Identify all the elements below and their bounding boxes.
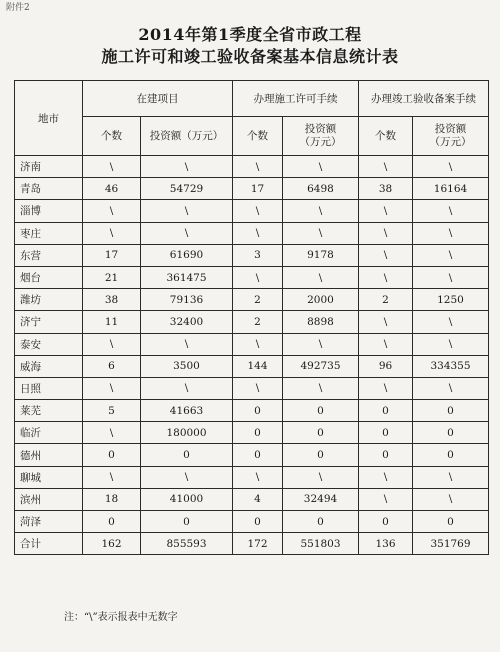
value-cell: 0 [233,444,283,466]
value-cell: 79136 [141,289,233,311]
footnote: 注：“\”表示报表中无数字 [64,612,178,623]
value-cell: 0 [359,444,413,466]
city-cell: 潍坊 [15,289,83,311]
value-cell: 17 [233,178,283,200]
value-cell: \ [413,466,489,488]
value-cell: 0 [283,400,359,422]
value-cell: 144 [233,355,283,377]
city-cell: 枣庄 [15,222,83,244]
value-cell: \ [283,466,359,488]
table-row [15,244,489,266]
value-cell: 3 [233,244,283,266]
city-cell: 莱芜 [15,400,83,422]
value-cell: \ [413,333,489,355]
city-cell: 泰安 [15,333,83,355]
value-cell: \ [413,156,489,178]
city-cell: 烟台 [15,266,83,288]
value-cell: \ [413,222,489,244]
table-row [15,400,489,422]
value-cell: 180000 [141,422,233,444]
table-row [15,289,489,311]
value-cell: 11 [83,311,141,333]
table-row [15,488,489,510]
value-cell: 351769 [413,533,489,555]
value-cell: 0 [233,511,283,533]
value-cell: 18 [83,488,141,510]
value-cell: 32494 [283,488,359,510]
city-cell: 合计 [15,533,83,555]
value-cell: 0 [359,511,413,533]
table-row [15,422,489,444]
value-cell: 38 [83,289,141,311]
table-row [15,200,489,222]
value-cell: \ [141,377,233,399]
value-cell: \ [283,156,359,178]
header-group-completion: 办理竣工验收备案手续 [359,81,489,117]
value-cell: 96 [359,355,413,377]
value-cell: \ [233,266,283,288]
value-cell: \ [413,244,489,266]
table-row [15,444,489,466]
value-cell: 54729 [141,178,233,200]
value-cell: 3500 [141,355,233,377]
value-cell: 21 [83,266,141,288]
table-row [15,266,489,288]
value-cell: \ [359,466,413,488]
value-cell: 0 [413,444,489,466]
value-cell: \ [83,156,141,178]
value-cell: \ [141,156,233,178]
value-cell: 9178 [283,244,359,266]
value-cell: 8898 [283,311,359,333]
table-row [15,466,489,488]
value-cell: \ [359,266,413,288]
value-cell: \ [359,222,413,244]
value-cell: \ [413,266,489,288]
city-cell: 滨州 [15,488,83,510]
value-cell: 0 [359,400,413,422]
city-cell: 聊城 [15,466,83,488]
value-cell: 361475 [141,266,233,288]
table-row [15,156,489,178]
value-cell: 16164 [413,178,489,200]
value-cell: \ [233,333,283,355]
city-cell: 淄博 [15,200,83,222]
header-group-permit: 办理施工许可手续 [233,81,359,117]
value-cell: \ [359,156,413,178]
value-cell: 6 [83,355,141,377]
value-cell: 2000 [283,289,359,311]
value-cell: 17 [83,244,141,266]
header-investment: 投资额 （万元） [413,117,489,156]
city-cell: 菏泽 [15,511,83,533]
table-row [15,511,489,533]
value-cell: 334355 [413,355,489,377]
city-cell: 日照 [15,377,83,399]
value-cell: \ [233,222,283,244]
value-cell: 0 [283,511,359,533]
value-cell: 0 [83,511,141,533]
value-cell: 551803 [283,533,359,555]
value-cell: \ [359,333,413,355]
city-cell: 济宁 [15,311,83,333]
value-cell: 855593 [141,533,233,555]
value-cell: 0 [283,444,359,466]
city-cell: 威海 [15,355,83,377]
value-cell: 136 [359,533,413,555]
value-cell: 6498 [283,178,359,200]
page-title-line1: 2014年第1季度全省市政工程 [138,25,362,44]
header-investment: 投资额（万元） [141,117,233,156]
value-cell: 5 [83,400,141,422]
value-cell: 2 [359,289,413,311]
value-cell: \ [141,333,233,355]
value-cell: 61690 [141,244,233,266]
value-cell: \ [233,466,283,488]
value-cell: 0 [413,400,489,422]
statistics-table [14,80,489,555]
value-cell: \ [283,266,359,288]
value-cell: 172 [233,533,283,555]
value-cell: \ [359,377,413,399]
city-cell: 济南 [15,156,83,178]
header-count: 个数 [83,117,141,156]
header-count: 个数 [359,117,413,156]
value-cell: \ [413,311,489,333]
value-cell: 38 [359,178,413,200]
value-cell: \ [359,488,413,510]
value-cell: 0 [359,422,413,444]
value-cell: \ [141,466,233,488]
table-row [15,178,489,200]
value-cell: \ [283,377,359,399]
value-cell: 41000 [141,488,233,510]
value-cell: 162 [83,533,141,555]
table-row [15,377,489,399]
value-cell: 0 [283,422,359,444]
value-cell: 0 [83,444,141,466]
value-cell: \ [283,200,359,222]
table-row [15,311,489,333]
value-cell: 1250 [413,289,489,311]
value-cell: \ [233,200,283,222]
value-cell: \ [413,200,489,222]
attachment-label: 附件2 [6,3,30,13]
value-cell: 2 [233,311,283,333]
value-cell: 0 [413,511,489,533]
city-cell: 东营 [15,244,83,266]
value-cell: 41663 [141,400,233,422]
value-cell: 4 [233,488,283,510]
table-row [15,533,489,555]
value-cell: \ [233,156,283,178]
value-cell: \ [283,333,359,355]
value-cell: \ [283,222,359,244]
header-investment: 投资额 （万元） [283,117,359,156]
table-row [15,333,489,355]
table-row [15,222,489,244]
value-cell: 0 [233,422,283,444]
value-cell: \ [359,200,413,222]
value-cell: 0 [141,511,233,533]
value-cell: \ [359,244,413,266]
city-cell: 德州 [15,444,83,466]
value-cell: \ [359,311,413,333]
value-cell: \ [83,222,141,244]
value-cell: \ [83,333,141,355]
value-cell: 32400 [141,311,233,333]
city-cell: 临沂 [15,422,83,444]
value-cell: \ [83,377,141,399]
header-count: 个数 [233,117,283,156]
value-cell: \ [83,466,141,488]
table-row [15,355,489,377]
value-cell: \ [83,200,141,222]
value-cell: \ [141,200,233,222]
page-title-line2: 施工许可和竣工验收备案基本信息统计表 [101,47,399,66]
value-cell: \ [413,377,489,399]
city-cell: 青岛 [15,178,83,200]
header-city: 地市 [15,81,83,156]
value-cell: 2 [233,289,283,311]
value-cell: \ [413,488,489,510]
header-group-building: 在建项目 [83,81,233,117]
value-cell: 0 [233,400,283,422]
value-cell: \ [83,422,141,444]
value-cell: 0 [141,444,233,466]
value-cell: 492735 [283,355,359,377]
value-cell: 0 [413,422,489,444]
value-cell: 46 [83,178,141,200]
value-cell: \ [141,222,233,244]
value-cell: \ [233,377,283,399]
